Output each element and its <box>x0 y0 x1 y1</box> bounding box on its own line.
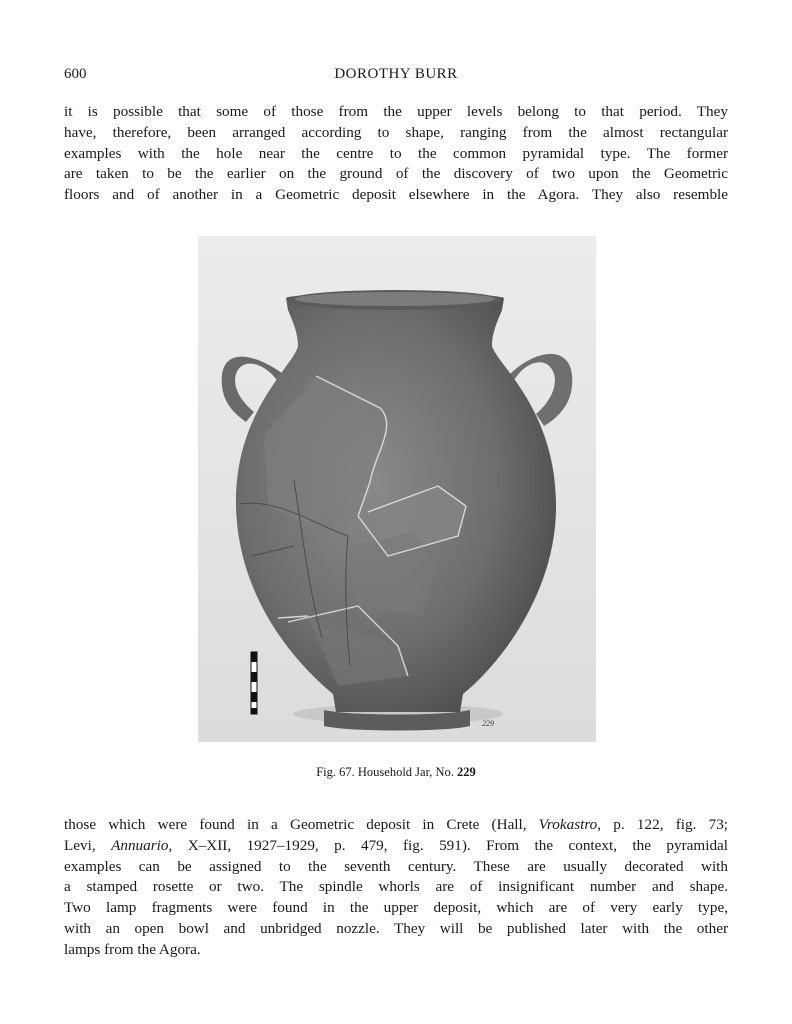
paragraph-top <box>64 102 728 206</box>
figure-caption <box>64 765 728 780</box>
citation-title: Vrokastro <box>538 816 598 833</box>
text-line: examples can be assigned to the seventh century. These are usually decorated with <box>64 857 728 875</box>
text-line: lamps from the Agora. <box>64 940 201 958</box>
text-line: have, therefore, been arranged according to shape, ranging from the almost rectangular <box>64 123 728 141</box>
text-line: floors and of another in a Geometric deposit elsewhere in the Agora. They also resemble <box>64 186 728 204</box>
text-run: , p. 122, fig. 73; <box>597 816 729 833</box>
running-head <box>64 66 728 86</box>
text-run: , X–XII, 1927–1929, p. 479, fig. 591). From the context, the pyramidal <box>168 836 728 854</box>
text-run: those which were found in a Geometric deposit in Crete (Hall, <box>64 816 539 833</box>
text-line: with an open bowl and unbridged nozzle. They will be published later with the other <box>64 919 728 937</box>
text-line: are taken to be the earlier on the ground of the discovery of two upon the Geometric <box>64 165 728 183</box>
text-line: it is possible that some of those from the upper levels belong to that period. They <box>64 103 728 120</box>
citation-title: Annuario <box>111 836 169 854</box>
jar-photo-illustration <box>198 236 596 742</box>
text-line: a stamped rosette or two. The spindle whorls are of insignificant number and shape. <box>64 878 728 896</box>
paragraph-bottom <box>64 815 728 961</box>
figure-household-jar-photo <box>198 236 596 742</box>
running-head-author: DOROTHY BURR <box>334 66 458 82</box>
scale-bar <box>251 652 257 714</box>
text-line <box>64 815 728 836</box>
text-line <box>64 836 728 857</box>
text-run: Levi, <box>64 836 112 854</box>
caption-catalog-number: 229 <box>457 765 476 779</box>
caption-text: Fig. 67. Household Jar, No. <box>316 765 454 779</box>
text-line: examples with the hole near the centre to the common pyramidal type. The former <box>64 144 728 162</box>
text-line: Two lamp fragments were found in the upper deposit, which are of very early type, <box>64 899 728 917</box>
photo-number-label: 229 <box>482 719 494 728</box>
page-number: 600 <box>64 66 87 82</box>
